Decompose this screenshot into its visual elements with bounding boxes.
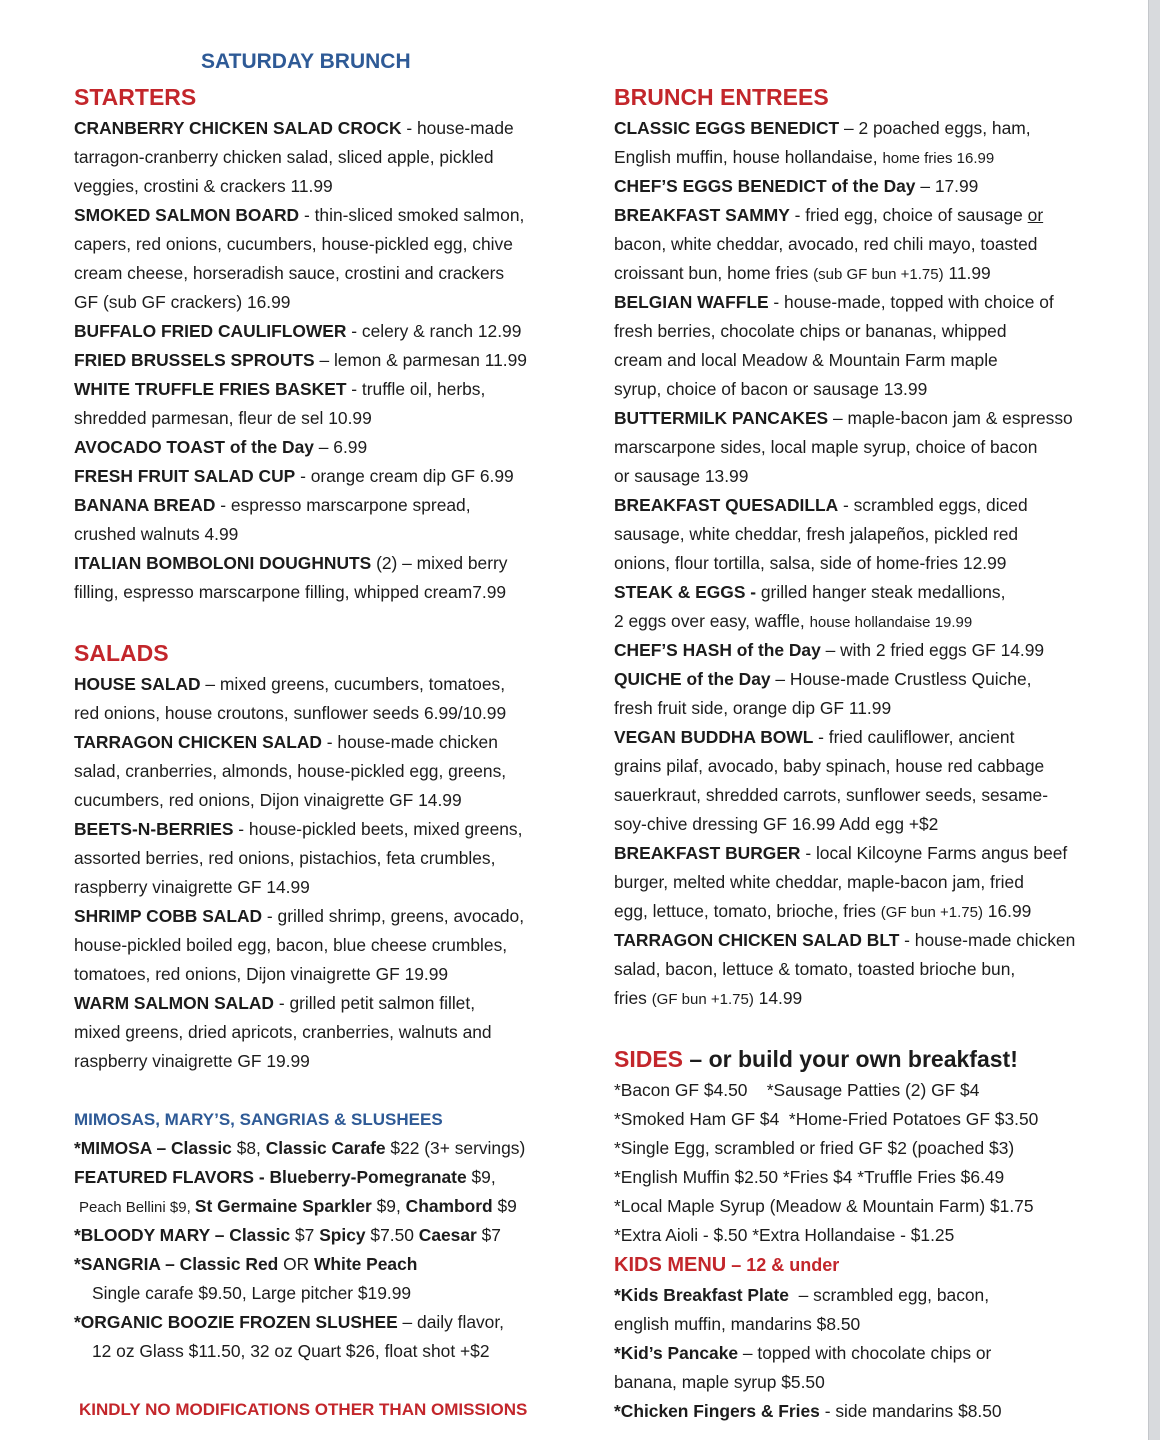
menu-line: QUICHE of the Day – House-made Crustless Quiche,: [614, 669, 1032, 689]
menu-line: CLASSIC EGGS BENEDICT – 2 poached eggs, ham,: [614, 118, 1031, 138]
sides-list: [614, 1076, 1114, 1250]
page-edge-shadow: [1148, 0, 1160, 1440]
menu-line: cream cheese, horseradish sauce, crostini and crackers: [74, 263, 505, 283]
entrees-heading: BRUNCH ENTREES: [614, 84, 829, 110]
menu-line: crushed walnuts 4.99: [74, 524, 239, 544]
menu-line: *English Muffin $2.50 *Fries $4 *Truffle Fries $6.49: [614, 1167, 1005, 1187]
menu-line: sausage, white cheddar, fresh jalapeños, pickled red: [614, 524, 1019, 544]
menu-line: onions, flour tortilla, salsa, side of home-fries 12.99: [614, 553, 1007, 573]
menu-line: TARRAGON CHICKEN SALAD - house-made chicken: [74, 732, 498, 752]
menu-line: soy-chive dressing GF 16.99 Add egg +$2: [614, 814, 939, 834]
menu-title: SATURDAY BRUNCH: [201, 50, 411, 73]
menu-line: STEAK & EGGS - grilled hanger steak medallions,: [614, 582, 1006, 602]
menu-line: SHRIMP COBB SALAD - grilled shrimp, greens, avocado,: [74, 906, 525, 926]
menu-line: salad, bacon, lettuce & tomato, toasted brioche bun,: [614, 959, 1016, 979]
starters-heading: STARTERS: [74, 84, 197, 110]
menu-line: marscarpone sides, local maple syrup, choice of bacon: [614, 437, 1038, 457]
menu-line: *Bacon GF $4.50 *Sausage Patties (2) GF $4: [614, 1080, 980, 1100]
menu-line: fresh fruit side, orange dip GF 11.99: [614, 698, 892, 718]
menu-line: BANANA BREAD - espresso marscarpone spread,: [74, 495, 471, 515]
menu-line: ITALIAN BOMBOLONI DOUGHNUTS (2) – mixed berry: [74, 553, 508, 573]
menu-line: BREAKFAST SAMMY - fried egg, choice of sausage or: [614, 205, 1044, 225]
left-column: [74, 44, 564, 1424]
menu-line: *Local Maple Syrup (Meadow & Mountain Farm) $1.75: [614, 1196, 1034, 1216]
salads-list: [74, 670, 564, 1076]
menu-line: CHEF’S HASH of the Day – with 2 fried eggs GF 14.99: [614, 640, 1045, 660]
menu-line: VEGAN BUDDHA BOWL - fried cauliflower, ancient: [614, 727, 1015, 747]
menu-line: raspberry vinaigrette GF 19.99: [74, 1051, 310, 1071]
menu-line: TARRAGON CHICKEN SALAD BLT - house-made chicken: [614, 930, 1076, 950]
menu-line: FRESH FRUIT SALAD CUP - orange cream dip GF 6.99: [74, 466, 514, 486]
menu-line: CRANBERRY CHICKEN SALAD CROCK - house-made: [74, 118, 514, 138]
menu-line: red onions, house croutons, sunflower seeds 6.99/10.99: [74, 703, 507, 723]
menu-line: fresh berries, chocolate chips or bananas, whipped: [614, 321, 1007, 341]
menu-line: banana, maple syrup $5.50: [614, 1372, 825, 1392]
menu-line: capers, red onions, cucumbers, house-pickled egg, chive: [74, 234, 513, 254]
kids-heading: KIDS MENU – 12 & under: [614, 1254, 840, 1276]
menu-line: HOUSE SALAD – mixed greens, cucumbers, tomatoes,: [74, 674, 506, 694]
menu-line: salad, cranberries, almonds, house-pickled egg, greens,: [74, 761, 507, 781]
modifications-notice: KINDLY NO MODIFICATIONS OTHER THAN OMISSIONS: [79, 1400, 528, 1419]
menu-line: tomatoes, red onions, Dijon vinaigrette GF 19.99: [74, 964, 449, 984]
sides-heading: SIDES – or build your own breakfast!: [614, 1046, 1018, 1072]
menu-line: FRIED BRUSSELS SPROUTS – lemon & parmesan 11.99: [74, 350, 527, 370]
menu-line: shredded parmesan, fleur de sel 10.99: [74, 408, 372, 428]
menu-line: SMOKED SALMON BOARD - thin-sliced smoked salmon,: [74, 205, 525, 225]
menu-line: BELGIAN WAFFLE - house-made, topped with choice of: [614, 292, 1054, 312]
menu-line: *Extra Aioli - $.50 *Extra Hollandaise - $1.25: [614, 1225, 955, 1245]
menu-line: 2 eggs over easy, waffle, house hollandaise 19.99: [614, 611, 973, 631]
menu-line: syrup, choice of bacon or sausage 13.99: [614, 379, 928, 399]
menu-line: Single carafe $9.50, Large pitcher $19.99: [92, 1283, 412, 1303]
menu-line: FEATURED FLAVORS - Blueberry-Pomegranate $9,: [74, 1167, 496, 1187]
menu-line: *Single Egg, scrambled or fried GF $2 (poached $3): [614, 1138, 1015, 1158]
menu-line: filling, espresso marscarpone filling, whipped cream7.99: [74, 582, 507, 602]
menu-line: *Kids Breakfast Plate – scrambled egg, bacon,: [614, 1285, 990, 1305]
menu-line: mixed greens, dried apricots, cranberries, walnuts and: [74, 1022, 492, 1042]
menu-line: bacon, white cheddar, avocado, red chili mayo, toasted: [614, 234, 1038, 254]
menu-line: cucumbers, red onions, Dijon vinaigrette GF 14.99: [74, 790, 462, 810]
spacer: [74, 1366, 564, 1395]
menu-line: *BLOODY MARY – Classic $7 Spicy $7.50 Caesar $7: [74, 1225, 501, 1245]
menu-line: BREAKFAST QUESADILLA - scrambled eggs, diced: [614, 495, 1028, 515]
menu-line: BUFFALO FRIED CAULIFLOWER - celery & ranch 12.99: [74, 321, 522, 341]
menu-line: English muffin, house hollandaise, home fries 16.99: [614, 147, 995, 167]
spacer: [614, 1013, 1114, 1042]
kids-list: [614, 1281, 1114, 1426]
menu-line: 12 oz Glass $11.50, 32 oz Quart $26, float shot +$2: [92, 1341, 490, 1361]
menu-line: english muffin, mandarins $8.50: [614, 1314, 861, 1334]
menu-line: grains pilaf, avocado, baby spinach, house red cabbage: [614, 756, 1045, 776]
menu-line: assorted berries, red onions, pistachios, feta crumbles,: [74, 848, 496, 868]
drinks-heading: MIMOSAS, MARY’S, SANGRIAS & SLUSHEES: [74, 1110, 443, 1129]
menu-line: *ORGANIC BOOZIE FROZEN SLUSHEE – daily flavor,: [74, 1312, 505, 1332]
menu-line: *MIMOSA – Classic $8, Classic Carafe $22 (3+ servings): [74, 1138, 526, 1158]
menu-line: WARM SALMON SALAD - grilled petit salmon fillet,: [74, 993, 476, 1013]
spacer: [614, 44, 1114, 80]
menu-line: veggies, crostini & crackers 11.99: [74, 176, 333, 196]
menu-line: WHITE TRUFFLE FRIES BASKET - truffle oil, herbs,: [74, 379, 486, 399]
drinks-list: [74, 1134, 564, 1366]
menu-line: house-pickled boiled egg, bacon, blue cheese crumbles,: [74, 935, 508, 955]
right-column: [614, 44, 1114, 1426]
menu-line: egg, lettuce, tomato, brioche, fries (GF bun +1.75) 16.99: [614, 901, 1032, 921]
spacer: [74, 1076, 564, 1105]
menu-line: *Chicken Fingers & Fries - side mandarins $8.50: [614, 1401, 1002, 1421]
salads-heading: SALADS: [74, 640, 169, 666]
menu-line: *SANGRIA – Classic Red OR White Peach: [74, 1254, 418, 1274]
starters-list: [74, 114, 564, 607]
spacer: [74, 607, 564, 636]
menu-line: AVOCADO TOAST of the Day – 6.99: [74, 437, 368, 457]
menu-line: tarragon-cranberry chicken salad, sliced apple, pickled: [74, 147, 494, 167]
menu-line: *Smoked Ham GF $4 *Home-Fried Potatoes GF $3.50: [614, 1109, 1039, 1129]
menu-line: CHEF’S EGGS BENEDICT of the Day – 17.99: [614, 176, 979, 196]
menu-line: BUTTERMILK PANCAKES – maple-bacon jam & espresso: [614, 408, 1073, 428]
menu-line: GF (sub GF crackers) 16.99: [74, 292, 291, 312]
menu-line: Peach Bellini $9, St Germaine Sparkler $9, Chambord $9: [79, 1196, 517, 1216]
menu-line: burger, melted white cheddar, maple-bacon jam, fried: [614, 872, 1024, 892]
menu-line: raspberry vinaigrette GF 14.99: [74, 877, 310, 897]
menu-line: *Kid’s Pancake – topped with chocolate chips or: [614, 1343, 992, 1363]
menu-line: or sausage 13.99: [614, 466, 749, 486]
menu-line: BREAKFAST BURGER - local Kilcoyne Farms angus beef: [614, 843, 1068, 863]
menu-line: sauerkraut, shredded carrots, sunflower seeds, sesame-: [614, 785, 1049, 805]
menu-line: cream and local Meadow & Mountain Farm maple: [614, 350, 998, 370]
menu-line: BEETS-N-BERRIES - house-pickled beets, mixed greens,: [74, 819, 523, 839]
menu-line: croissant bun, home fries (sub GF bun +1.75) 11.99: [614, 263, 991, 283]
entrees-list: [614, 114, 1114, 1013]
menu-line: fries (GF bun +1.75) 14.99: [614, 988, 803, 1008]
